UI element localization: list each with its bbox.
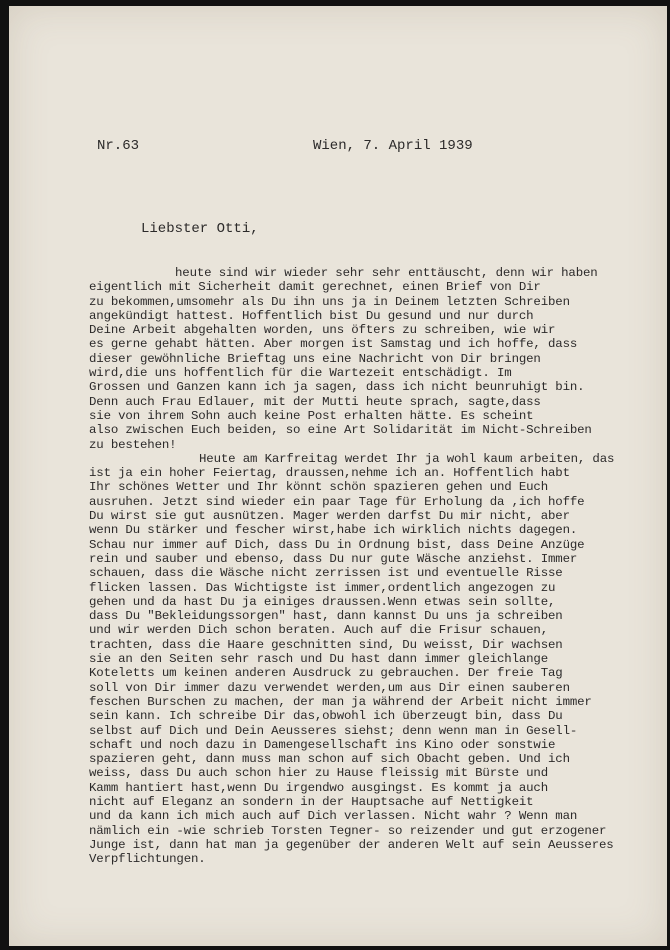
text-line: es gerne gehabt hätten. Aber morgen ist Samstag und ich hoffe, dass (89, 337, 578, 352)
text-line: zu bekommen,umsomehr als Du ihn uns ja in Deinem letzten Schreiben (89, 294, 570, 309)
text-line: weiss, dass Du auch schon hier zu Hause fleissig mit Bürste und (89, 766, 548, 781)
salutation: Liebster Otti, (141, 221, 259, 237)
text-line: Grossen und Ganzen kann ich ja sagen, dass ich nicht beunruhigt bin. (89, 380, 585, 395)
letter-date: Wien, 7. April 1939 (313, 138, 473, 154)
text-line: Kamm hantiert hast,wenn Du irgendwo ausgingst. Es kommt ja auch (89, 780, 548, 795)
text-line: sein kann. Ich schreibe Dir das,obwohl ich überzeugt bin, dass Du (89, 709, 563, 724)
text-line: also zwischen Euch beiden, so eine Art Solidarität im Nicht-Schreiben (89, 423, 592, 438)
text-line: trachten, dass die Haare geschnitten sind, Du weisst, Dir wachsen (89, 637, 563, 652)
text-line: nämlich ein -wie schrieb Torsten Tegner- so reizender und gut erzogener (89, 823, 607, 838)
text-line: dass Du "Bekleidungssorgen" hast, dann kannst Du uns ja schreiben (89, 609, 563, 624)
text-line: flicken lassen. Das Wichtigste ist immer,ordentlich angezogen zu (89, 580, 556, 595)
text-line: feschen Burschen zu machen, der man ja während der Arbeit nicht immer (89, 694, 592, 709)
text-line: Koteletts um keinen anderen Ausdruck zu gebrauchen. Der freie Tag (89, 666, 563, 681)
text-line: sie von ihrem Sohn auch keine Post erhalten hätte. Es scheint (89, 408, 534, 423)
text-line: zu bestehen! (89, 437, 177, 452)
text-line: ausruhen. Jetzt sind wieder ein paar Tage für Erholung da ,ich hoffe (89, 494, 585, 509)
text-line: wenn Du stärker und fescher wirst,habe ich wirklich nichts dagegen. (89, 523, 578, 538)
text-line: heute sind wir wieder sehr sehr enttäuscht, denn wir haben (175, 266, 598, 280)
text-line: Ihr schönes Wetter und Ihr könnt schön spazieren gehen und Euch (89, 480, 548, 495)
text-line: nicht auf Eleganz an sondern in der Hauptsache auf Nettigkeit (89, 794, 534, 809)
text-line: selbst auf Dich und Dein Aeusseres siehst; denn wenn man in Gesell- (89, 723, 578, 738)
text-line: eigentlich mit Sicherheit damit gerechnet, einen Brief von Dir (89, 280, 541, 295)
text-line: und da kann ich mich auch auf Dich verlassen. Nicht wahr ? Wenn man (89, 809, 578, 824)
text-line: Verpflichtungen. (89, 852, 206, 867)
text-line: wird,die uns hoffentlich für die Wartezeit entschädigt. Im (89, 366, 512, 381)
text-line: rein und sauber und ebenso, dass Du nur gute Wäsche anziehst. Immer (89, 551, 578, 566)
text-line: spazieren geht, dann muss man schon auf sich Obacht geben. Und ich (89, 752, 570, 767)
text-line: schaft und noch dazu in Damengesellschaft ins Kino oder sonstwie (89, 737, 556, 752)
letter-number: Nr.63 (97, 138, 140, 154)
text-line: angekündigt hattest. Hoffentlich bist Du gesund und nur durch (89, 308, 534, 323)
text-line: soll von Dir immer dazu verwendet werden,um aus Dir einen sauberen (89, 680, 570, 695)
text-line: Denn auch Frau Edlauer, mit der Mutti heute sprach, sagte,dass (89, 394, 541, 409)
text-line: dieser gewöhnliche Brieftag uns eine Nachricht von Dir bringen (89, 351, 541, 366)
text-line: gehen und da hast Du ja einiges draussen.Wenn etwas sein sollte, (89, 594, 556, 609)
text-line: Deine Arbeit abgehalten worden, uns öfters zu schreiben, wie wir (89, 323, 556, 338)
text-line: Junge ist, dann hat man ja gegenüber der anderen Welt auf sein Aeusseres (89, 837, 614, 852)
text-line: ist ja ein hoher Feiertag, draussen,nehme ich an. Hoffentlich habt (89, 466, 570, 481)
text-line: Schau nur immer auf Dich, dass Du in Ordnung bist, dass Deine Anzüge (89, 537, 585, 552)
text-line: Heute am Karfreitag werdet Ihr ja wohl kaum arbeiten, das (199, 451, 615, 466)
letter-page (9, 6, 667, 946)
letter-body (89, 266, 663, 866)
text-line: schauen, dass die Wäsche nicht zerrissen ist und eventuelle Risse (89, 566, 563, 581)
text-line: Du wirst sie gut ausnützen. Mager werden darfst Du mir nicht, aber (89, 509, 570, 524)
text-line: und wir werden Dich schon beraten. Auch auf die Frisur schauen, (89, 623, 548, 638)
text-line: sie an den Seiten sehr rasch und Du hast dann immer gleichlange (89, 652, 548, 667)
